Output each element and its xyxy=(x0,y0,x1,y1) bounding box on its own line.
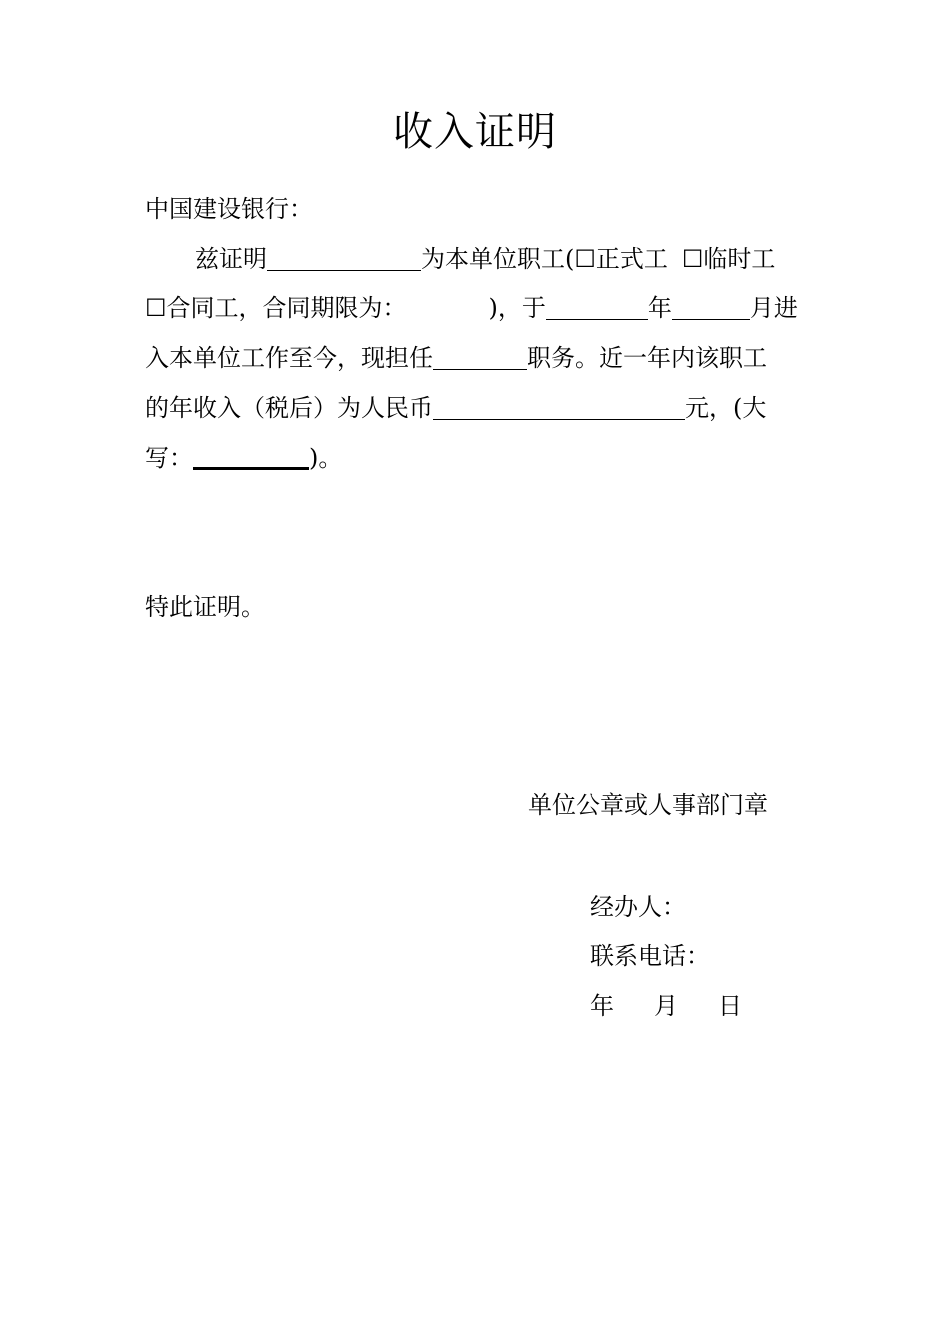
checkbox-temporary[interactable]: ☐ xyxy=(681,245,704,273)
option-temporary: 临时工 xyxy=(703,245,776,273)
checkbox-regular[interactable]: ☐ xyxy=(574,245,596,273)
phone-label: 联系电话： xyxy=(590,942,710,970)
yuan-text: 元，(大 xyxy=(685,394,767,422)
uppercase-text: 写： xyxy=(145,444,193,472)
employee-text: 为本单位职工( xyxy=(421,245,575,273)
body-line-4 xyxy=(145,391,766,425)
option-regular: 正式工 xyxy=(595,245,668,273)
month-blank[interactable] xyxy=(672,293,750,320)
certify-text: 兹证明 xyxy=(195,245,267,273)
body-line-3 xyxy=(145,341,767,375)
month-enter-text: 月进 xyxy=(749,294,798,322)
closing-paren: )。 xyxy=(309,444,343,472)
date-day: 日 xyxy=(718,992,742,1020)
position-blank[interactable] xyxy=(433,343,527,370)
duty-text: 职务。近一年内该职工 xyxy=(527,344,767,372)
body-line-1 xyxy=(145,242,775,276)
checkbox-contract[interactable]: ☐ xyxy=(145,294,167,322)
uppercase-amount-blank[interactable] xyxy=(193,441,309,470)
income-text: 的年收入（税后）为人民币 xyxy=(145,394,433,422)
date-line xyxy=(590,989,742,1023)
in-text: )，于 xyxy=(488,294,546,322)
position-text: 入本单位工作至今，现担任 xyxy=(145,344,433,372)
body-line-5 xyxy=(145,441,342,475)
year-label: 年 xyxy=(647,294,672,322)
income-amount-blank[interactable] xyxy=(433,393,685,420)
closing-text: 特此证明。 xyxy=(145,593,265,621)
handler-label: 经办人： xyxy=(590,893,686,921)
employee-name-blank[interactable] xyxy=(267,244,421,271)
body-line-2 xyxy=(145,291,798,325)
date-year: 年 xyxy=(590,992,614,1020)
document-title: 收入证明 xyxy=(393,109,557,155)
date-month: 月 xyxy=(654,992,678,1020)
year-blank[interactable] xyxy=(546,293,648,320)
stamp-label: 单位公章或人事部门章 xyxy=(528,791,768,819)
addressee: 中国建设银行： xyxy=(145,195,313,223)
option-contract: 合同工，合同期限为： xyxy=(166,294,407,322)
